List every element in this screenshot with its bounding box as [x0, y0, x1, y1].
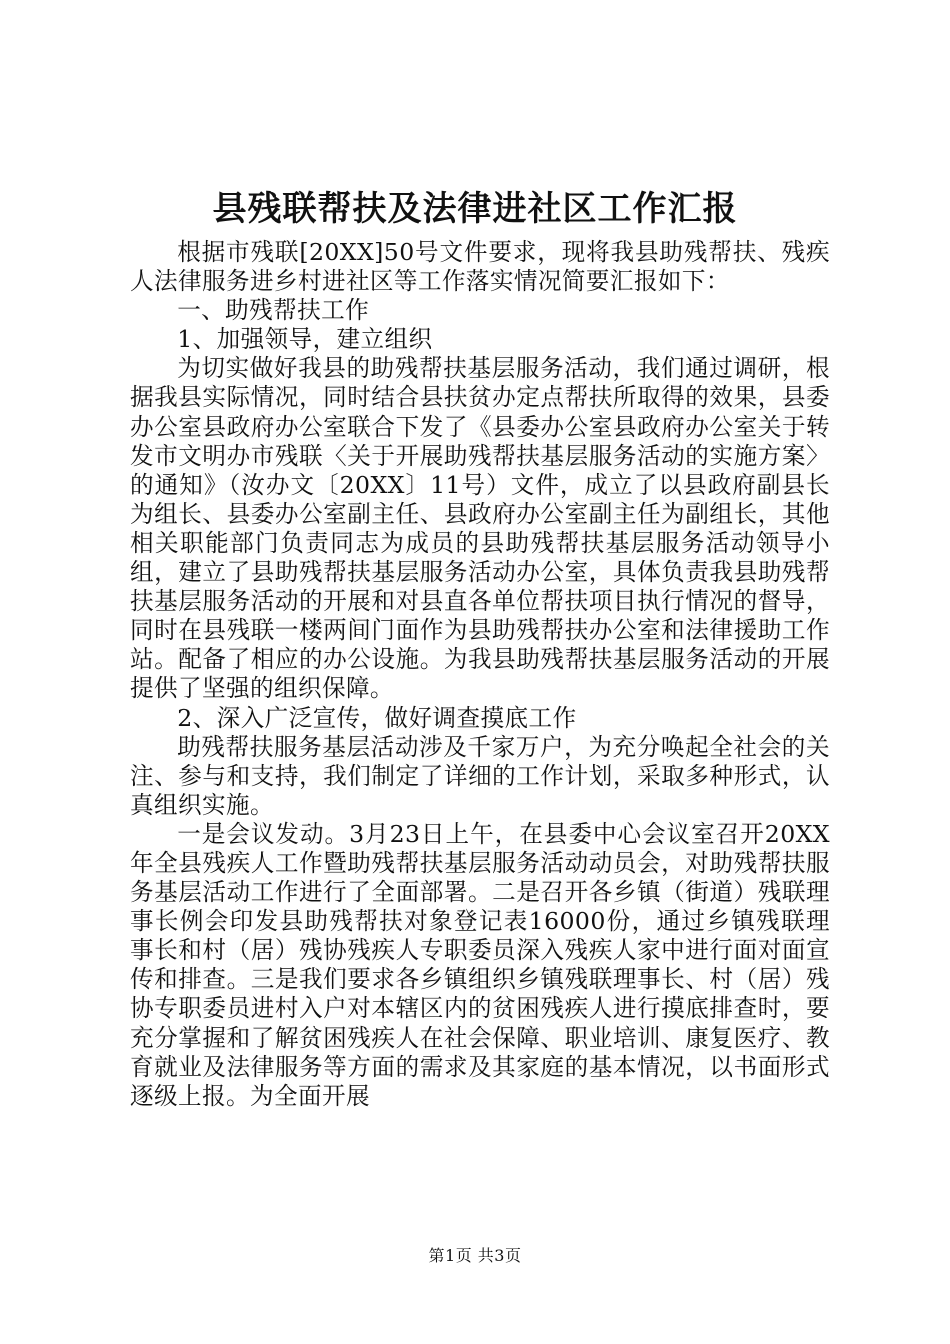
body-paragraph-1: 为切实做好我县的助残帮扶基层服务活动，我们通过调研，根据我县实际情况，同时结合县扶贫办定点帮扶所取得的效果，县委办公室县政府办公室联合下发了《县委办公室县政府办公室关于转发市文明办市残联〈关于开展助残帮扶基层服务活动的实施方案〉的通知》（汝办文〔20XX〕11号）文件，成立了以县政府副县长为组长、县委办公室副主任、县政府办公室副主任为副组长，其他相关职能部门负责同志为成员的县助残帮扶基层服务活动领导小组，建立了县助残帮扶基层服务活动办公室，具体负责我县助残帮扶基层服务活动的开展和对县直各单位帮扶项目执行情况的督导，同时在县残联一楼两间门面作为县助残帮扶办公室和法律援助工作站。配备了相应的办公设施。为我县助残帮扶基层服务活动的开展提供了坚强的组织保障。 — [130, 354, 830, 703]
body-paragraph-2: 助残帮扶服务基层活动涉及千家万户，为充分唤起全社会的关注、参与和支持，我们制定了详细的工作计划，采取多种形式，认真组织实施。 — [130, 732, 830, 819]
page-footer: 第1页 共3页 — [428, 1246, 522, 1265]
intro-paragraph: 根据市残联[20XX]50号文件要求，现将我县助残帮扶、残疾人法律服务进乡村进社区等工作落实情况简要汇报如下： — [130, 238, 830, 296]
subsection-heading-2: 2、深入广泛宣传，做好调查摸底工作 — [177, 703, 577, 732]
body-paragraph-3: 一是会议发动。3月23日上午，在县委中心会议室召开20XX年全县残疾人工作暨助残帮扶基层服务活动动员会，对助残帮扶服务基层活动工作进行了全面部署。二是召开各乡镇（街道）残联理事长例会印发县助残帮扶对象登记表16000份，通过乡镇残联理事长和村（居）残协残疾人专职委员深入残疾人家中进行面对面宣传和排查。三是我们要求各乡镇组织乡镇残联理事长、村（居）残协专职委员进村入户对本辖区内的贫困残疾人进行摸底排查时，要充分掌握和了解贫困残疾人在社会保障、职业培训、康复医疗、教育就业及法律服务等方面的需求及其家庭的基本情况，以书面形式逐级上报。为全面开展 — [130, 819, 830, 1110]
section-heading-1: 一、助残帮扶工作 — [177, 296, 370, 325]
document-title: 县残联帮扶及法律进社区工作汇报 — [212, 189, 738, 229]
document-body — [130, 238, 830, 1111]
subsection-heading-1: 1、加强领导，建立组织 — [177, 325, 433, 354]
